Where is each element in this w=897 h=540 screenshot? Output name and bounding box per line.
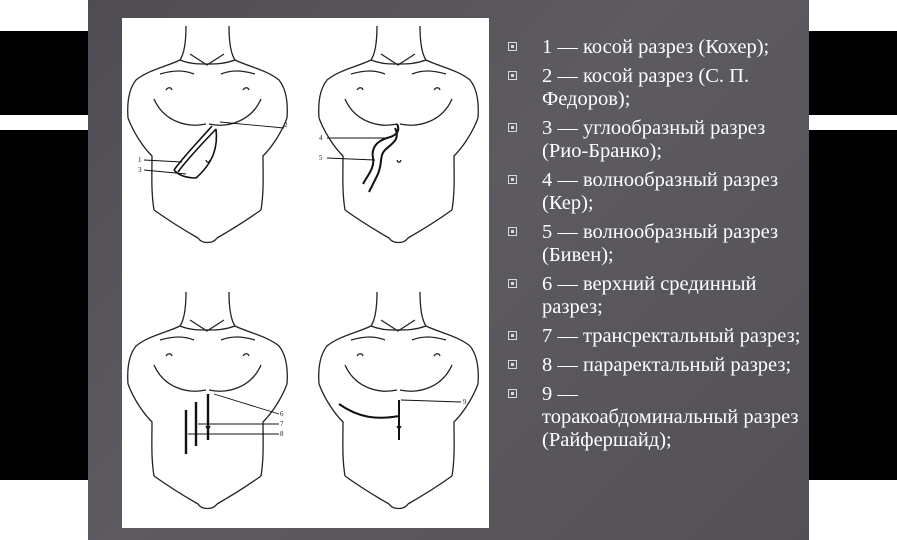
left-top-black-band <box>0 31 88 115</box>
incision-diagram <box>122 18 489 528</box>
label-6: 6 <box>280 410 284 418</box>
label-8: 8 <box>280 430 284 438</box>
list-item <box>506 325 806 348</box>
torso-top-left <box>128 26 288 243</box>
list-item <box>506 65 806 111</box>
bullet-icon <box>508 227 517 236</box>
bullet-icon <box>508 279 517 288</box>
torso-bottom-right <box>319 292 479 509</box>
label-1: 1 <box>138 156 142 164</box>
list-item-text: 1 — косой разрез (Кохер); <box>542 36 770 58</box>
list-item-text: 7 — трансректальный разрез; <box>542 325 801 347</box>
bullet-icon <box>508 123 517 132</box>
list-item <box>506 36 806 59</box>
bullet-icon <box>508 175 517 184</box>
label-3: 3 <box>138 166 142 174</box>
list-item-text: 5 — волнообразный разрез (Бивен); <box>542 221 779 266</box>
torso-top-right <box>319 26 479 243</box>
bullet-icon <box>508 360 517 369</box>
list-item-text: 3 — углообразный разрез (Рио-Бранко); <box>542 117 766 162</box>
list-item <box>506 383 806 452</box>
list-item-text: 2 — косой разрез (С. П. Федоров); <box>542 65 750 110</box>
list-item-text: 6 — верхний срединный разрез; <box>542 273 757 318</box>
list-item-text: 9 — торакоабдоминальный разрез (Райфершайд); <box>542 383 799 451</box>
torso-bottom-left <box>128 292 288 509</box>
label-7: 7 <box>280 420 284 428</box>
label-2: 2 <box>284 121 288 129</box>
list-item <box>506 354 806 377</box>
bullet-icon <box>508 331 517 340</box>
list-item-text: 4 — волнообразный разрез (Кер); <box>542 169 779 214</box>
incision-list <box>506 36 806 458</box>
right-top-black-band <box>809 31 897 115</box>
label-4: 4 <box>319 134 323 142</box>
list-item <box>506 221 806 267</box>
label-9: 9 <box>463 398 467 406</box>
list-item-text: 8 — параректальный разрез; <box>542 354 792 376</box>
right-bottom-black-band <box>809 130 897 480</box>
label-5: 5 <box>319 154 323 162</box>
incision-diagram-svg <box>122 18 489 528</box>
bullet-icon <box>508 389 517 398</box>
bullet-icon <box>508 42 517 51</box>
left-bottom-black-band <box>0 130 88 480</box>
list-item <box>506 169 806 215</box>
list-item <box>506 273 806 319</box>
bullet-icon <box>508 71 517 80</box>
list-item <box>506 117 806 163</box>
